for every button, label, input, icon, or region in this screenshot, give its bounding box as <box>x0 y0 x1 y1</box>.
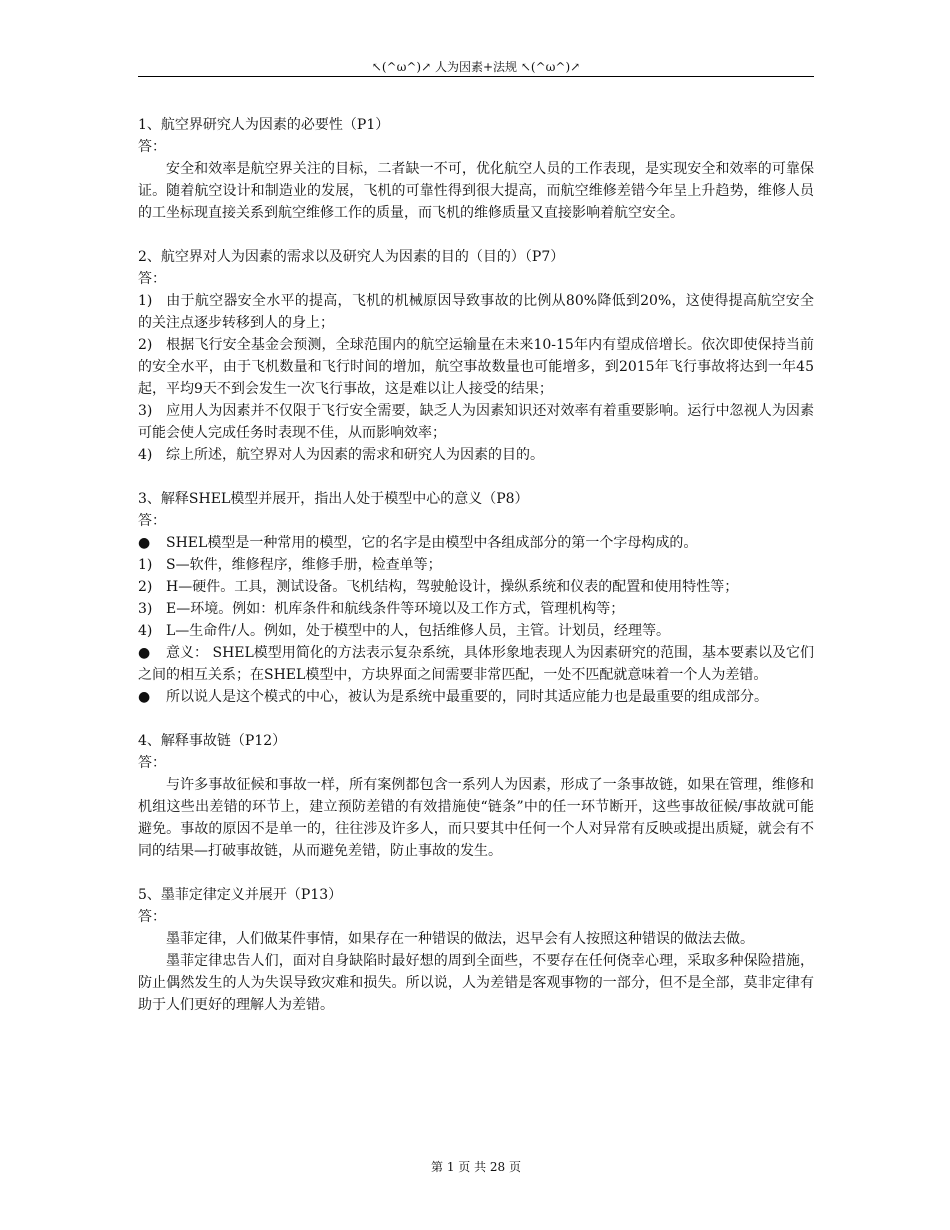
question-3: 3、解释SHEL模型并展开，指出人处于模型中心的意义（P8） <box>138 491 529 507</box>
list-item <box>138 576 814 598</box>
question-5: 5、墨菲定律定义并展开（P13） <box>138 887 343 903</box>
answer-label-4: 答： <box>138 755 166 771</box>
bullet-icon: ● <box>138 689 151 705</box>
header-divider <box>138 76 814 77</box>
list-item-text: 综上所述，航空界对人为因素的需求和研究人为因素的目的。 <box>166 447 544 463</box>
list-item-text: L—生命件/人。例如，处于模型中的人，包括维修人员，主管。计划员，经理等。 <box>166 623 671 639</box>
bullet-icon: ● <box>138 535 151 551</box>
list-marker: 1) <box>138 293 153 309</box>
list-item-text: H—硬件。工具，测试设备。飞机结构，驾驶舱设计，操纵系统和仪表的配置和使用特性等； <box>166 579 739 595</box>
list-item-text: 根据飞行安全基金会预测，全球范围内的航空运输量在未来10-15年内有望成倍增长。依次即使保持当前的安全水平，由于飞机数量和飞行时间的增加，航空事故数量也可能增多，到2015年飞行事故将达到一年45起，平均9天不到会发生一次飞行事故，这是难以让人接受的结果； <box>138 337 814 397</box>
answer-paragraph: 安全和效率是航空界关注的目标，二者缺一不可，优化航空人员的工作表现，是实现安全和效率的可靠保证。随着航空设计和制造业的发展，飞机的可靠性得到很大提高，而航空维修差错今年呈上升趋势，维修人员的工坐标现直接关系到航空维修工作的质量，而飞机的维修质量又直接影响着航空安全。 <box>138 161 814 221</box>
answer-label-3: 答： <box>138 513 166 529</box>
answer-paragraph: 与许多事故征候和事故一样，所有案例都包含一系列人为因素，形成了一条事故链，如果在管理，维修和机组这些出差错的环节上，建立预防差错的有效措施使“链条”中的任一环节断开，这些事故征候/事故就可能避免。事故的原因不是单一的，往往涉及许多人，而只要其中任何一个人对异常有反映或提出质疑，就会有不同的结果—打破事故链，从而避免差错，防止事故的发生。 <box>138 777 814 859</box>
list-item-text: 所以说人是这个模式的中心，被认为是系统中最重要的，同时其适应能力也是最重要的组成部分。 <box>166 689 768 705</box>
list-marker: 3) <box>138 601 153 617</box>
list-marker: 2) <box>138 579 153 595</box>
list-marker: 2) <box>138 337 153 353</box>
answer-paragraph: 墨菲定律，人们做某件事情，如果存在一种错误的做法，迟早会有人按照这种错误的做法去做。 <box>166 931 754 947</box>
list-marker: 3) <box>138 403 153 419</box>
list-marker: 1) <box>138 557 153 573</box>
list-item <box>138 444 814 466</box>
list-item <box>138 554 814 576</box>
question-1: 1、航空界研究人为因素的必要性（P1） <box>138 117 390 133</box>
question-2: 2、航空界对人为因素的需求以及研究人为因素的目的（目的）（P7） <box>138 249 565 265</box>
page-header: ↖(^ω^)↗ 人为因素+法规 ↖(^ω^)↗ <box>371 60 581 74</box>
list-item <box>138 620 814 642</box>
list-item-text: 应用人为因素并不仅限于飞行安全需要，缺乏人为因素知识还对效率有着重要影响。运行中忽视人为因素可能会使人完成任务时表现不佳，从而影响效率； <box>138 403 814 441</box>
list-marker: 4) <box>138 623 153 639</box>
list-item <box>138 642 814 686</box>
list-item-text: SHEL模型是一种常用的模型，它的名字是由模型中各组成部分的第一个字母构成的。 <box>166 535 698 551</box>
list-item-text: 由于航空器安全水平的提高，飞机的机械原因导致事故的比例从80%降低到20%，这使得提高航空安全的关注点逐步转移到人的身上； <box>138 293 814 331</box>
list-item <box>138 532 814 554</box>
list-item-text: E—环境。例如：机库条件和航线条件等环境以及工作方式，管理机构等； <box>166 601 625 617</box>
answer-label-2: 答： <box>138 271 166 287</box>
list-item <box>138 334 814 400</box>
list-item-text: S—软件，维修程序，维修手册，检查单等； <box>166 557 442 573</box>
answer-paragraph: 墨菲定律忠告人们，面对自身缺陷时最好想的周到全面些，不要存在任何侥幸心理，采取多种保险措施，防止偶然发生的人为失误导致灾难和损失。所以说，人为差错是客观事物的一部分，但不是全部，莫非定律有助于人们更好的理解人为差错。 <box>138 953 814 1013</box>
document-body <box>138 114 814 1016</box>
list-item-text: 意义： SHEL模型用简化的方法表示复杂系统，具体形象地表现人为因素研究的范围，基本要素以及它们之间的相互关系；在SHEL模型中，方块界面之间需要非常匹配，一处不匹配就意味着一个人为差错。 <box>138 645 814 683</box>
list-item <box>138 400 814 444</box>
page-footer: 第 1 页 共 28 页 <box>431 1160 521 1174</box>
question-4: 4、解释事故链（P12） <box>138 733 287 749</box>
list-marker: 4) <box>138 447 153 463</box>
list-item <box>138 290 814 334</box>
answer-label-1: 答： <box>138 139 166 155</box>
bullet-icon: ● <box>138 645 151 661</box>
answer-label-5: 答： <box>138 909 166 925</box>
list-item <box>138 686 814 708</box>
list-item <box>138 598 814 620</box>
